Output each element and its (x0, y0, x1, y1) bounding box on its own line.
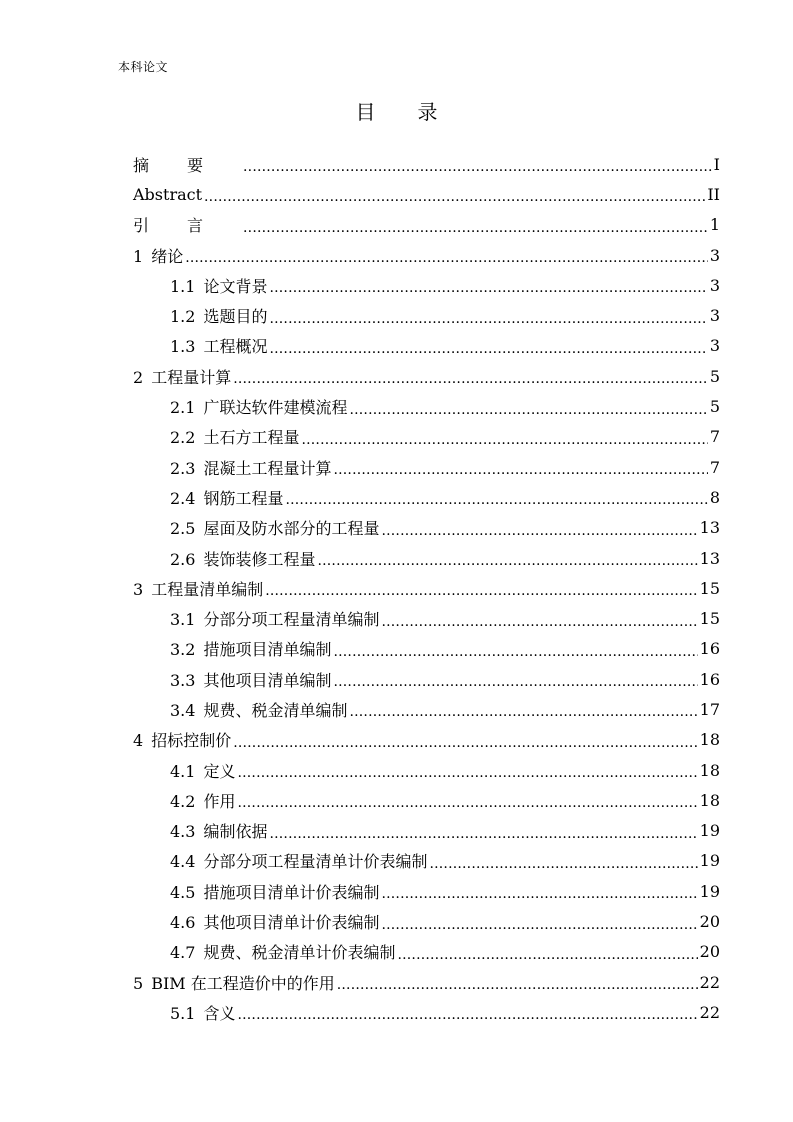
toc-dot-leader (317, 543, 697, 573)
toc-entry-page-number: 3 (709, 336, 720, 356)
toc-entry-page-number: 5 (709, 397, 720, 417)
toc-entry-number: 4 (133, 731, 144, 751)
toc-entry-page-number: 16 (699, 669, 720, 689)
toc-entry[interactable] (133, 482, 720, 512)
toc-entry-page-number: 17 (699, 699, 720, 719)
toc-entry-text (133, 244, 183, 267)
toc-entry-title: BIM 在工程造价中的作用 (151, 973, 335, 993)
toc-dot-leader (429, 846, 697, 876)
toc-entry-number: 4.1 (170, 761, 196, 781)
toc-entry-text (170, 668, 331, 691)
toc-entry-text (170, 759, 235, 782)
toc-entry-text (170, 940, 395, 963)
toc-entry-text (170, 334, 267, 357)
toc-entry-title: Abstract (133, 184, 203, 204)
toc-entry-number: 3.4 (170, 700, 196, 720)
toc-entry-title: 措施项目清单计价表编制 (203, 882, 380, 902)
toc-entry-number: 2.6 (170, 549, 196, 569)
toc-entry[interactable] (133, 937, 720, 967)
toc-entry-number: 4.7 (170, 943, 196, 963)
toc-entry-text (170, 910, 379, 933)
toc-entry-text (133, 153, 241, 176)
toc-entry-title: 其他项目清单计价表编制 (203, 913, 380, 933)
toc-entry-text (133, 185, 202, 204)
toc-entry-title: 作用 (203, 791, 236, 811)
toc-entry-page-number: 22 (699, 1002, 720, 1022)
toc-dot-leader (381, 604, 697, 634)
toc-entry[interactable] (133, 906, 720, 936)
toc-entry-title: 广联达软件建模流程 (203, 398, 348, 418)
toc-entry-page-number: 7 (709, 457, 720, 477)
toc-dot-leader (349, 392, 707, 422)
toc-entry[interactable] (133, 876, 720, 906)
toc-dot-leader (285, 482, 707, 512)
toc-dot-leader (333, 664, 697, 694)
toc-entry[interactable] (133, 179, 720, 209)
toc-entry-page-number: 19 (699, 881, 720, 901)
toc-entry[interactable] (133, 270, 720, 300)
toc-entry-text (133, 213, 241, 236)
toc-entry-page-number: 3 (709, 275, 720, 295)
toc-entry-number: 4.6 (170, 913, 196, 933)
toc-entry-title: 绪论 (151, 246, 184, 266)
toc-entry-page-number: 5 (709, 366, 720, 386)
toc-entry[interactable] (133, 634, 720, 664)
toc-entry-number: 4.3 (170, 822, 196, 842)
toc-entry-number: 1.3 (170, 337, 196, 357)
toc-entry-text (170, 395, 347, 418)
toc-entry-page-number: 20 (699, 912, 720, 932)
toc-entry-title: 含义 (203, 1003, 236, 1023)
toc-entry-number: 4.5 (170, 882, 196, 902)
toc-entry[interactable] (133, 694, 720, 724)
toc-entry-title: 论文背景 (203, 276, 268, 296)
toc-entry-number: 2.3 (170, 458, 196, 478)
toc-entry-page-number: 3 (709, 245, 720, 265)
toc-entry[interactable] (133, 816, 720, 846)
toc-entry-number: 3.3 (170, 670, 196, 690)
toc-entry-text (170, 516, 379, 539)
toc-dot-leader (237, 755, 697, 785)
toc-entry[interactable] (133, 240, 720, 270)
toc-entry[interactable] (133, 846, 720, 876)
toc-entry-title: 工程量计算 (151, 367, 232, 387)
toc-entry-title: 钢筋工程量 (203, 488, 284, 508)
toc-entry-title: 引言 (133, 216, 242, 236)
toc-entry-title: 屋面及防水部分的工程量 (203, 519, 380, 539)
toc-entry-text (133, 728, 231, 751)
toc-entry-number: 2.5 (170, 519, 196, 539)
toc-entry-text (133, 365, 231, 388)
toc-entry-title: 土石方工程量 (203, 428, 300, 448)
toc-entry-page-number: 18 (699, 790, 720, 810)
toc-dot-leader (243, 149, 712, 179)
toc-entry-page-number: 1 (709, 215, 720, 235)
toc-dot-leader (333, 634, 697, 664)
toc-entry-title: 摘要 (133, 155, 242, 175)
toc-entry-title: 分部分项工程量清单编制 (203, 610, 380, 630)
toc-dot-leader (397, 937, 697, 967)
toc-entry-text (170, 880, 379, 903)
toc-entry-title: 措施项目清单编制 (203, 640, 332, 660)
toc-dot-leader (269, 331, 707, 361)
toc-entry-page-number: I (713, 154, 720, 174)
toc-entry-text (170, 304, 267, 327)
toc-entry-title: 选题目的 (203, 307, 268, 327)
toc-entry-number: 5.1 (170, 1003, 196, 1023)
toc-entry-title: 编制依据 (203, 822, 268, 842)
toc-dot-leader (237, 997, 697, 1027)
toc-entry-number: 1.1 (170, 276, 196, 296)
toc-dot-leader (349, 694, 697, 724)
toc-entry-page-number: 13 (699, 548, 720, 568)
toc-dot-leader (381, 513, 697, 543)
toc-entry-text (170, 698, 347, 721)
toc-entry-text (133, 577, 263, 600)
page-title: 目录 (355, 100, 480, 124)
toc-entry-title: 其他项目清单编制 (203, 670, 332, 690)
toc-entry-number: 5 (133, 973, 144, 993)
toc-entry[interactable] (133, 725, 720, 755)
toc-entry-page-number: 16 (699, 639, 720, 659)
toc-dot-leader (337, 967, 698, 997)
toc-dot-leader (269, 270, 707, 300)
toc-entry-text (170, 425, 299, 448)
toc-entry-text (170, 819, 267, 842)
toc-entry[interactable] (133, 149, 720, 179)
toc-dot-leader (265, 573, 697, 603)
toc-entry-text (170, 789, 235, 812)
toc-entry-number: 4.2 (170, 791, 196, 811)
toc-entry-number: 4.4 (170, 852, 196, 872)
toc-entry-page-number: 3 (709, 306, 720, 326)
toc-dot-leader (381, 907, 697, 937)
toc-entry-number: 2 (133, 367, 144, 387)
toc-entry-page-number: 19 (699, 821, 720, 841)
toc-entry-number: 3.2 (170, 640, 196, 660)
toc-entry-title: 定义 (203, 761, 236, 781)
toc-dot-leader (333, 452, 707, 482)
toc-entry-number: 3.1 (170, 610, 196, 630)
toc-entry-text (170, 637, 331, 660)
toc-entry-text (170, 1001, 235, 1024)
toc-dot-leader (204, 179, 705, 209)
toc-entry[interactable] (133, 513, 720, 543)
toc-dot-leader (269, 301, 707, 331)
toc-entry-number: 2.1 (170, 398, 196, 418)
toc-entry-title: 装饰装修工程量 (203, 549, 316, 569)
toc-entry[interactable] (133, 452, 720, 482)
toc-entry-number: 2.2 (170, 428, 196, 448)
toc-entry-text (170, 607, 379, 630)
toc-entry-page-number: 13 (699, 518, 720, 538)
toc-dot-leader (381, 876, 697, 906)
toc-entry[interactable] (133, 543, 720, 573)
toc-dot-leader (233, 725, 697, 755)
toc-entry-number: 1.2 (170, 307, 196, 327)
toc-entry-text (170, 274, 267, 297)
toc-entry[interactable] (133, 755, 720, 785)
toc-entry-number: 3 (133, 579, 144, 599)
toc-entry[interactable] (133, 573, 720, 603)
toc-entry-title: 工程量清单编制 (151, 579, 264, 599)
toc-entry-page-number: 20 (699, 942, 720, 962)
toc-entry-page-number: 18 (699, 730, 720, 750)
toc-entry-title: 招标控制价 (151, 731, 232, 751)
toc-entry[interactable] (133, 391, 720, 421)
toc-entry-page-number: 15 (699, 609, 720, 629)
toc-entry-page-number: 7 (709, 427, 720, 447)
toc-entry[interactable] (133, 997, 720, 1027)
running-header: 本科论文 (118, 60, 169, 74)
toc-entry[interactable] (133, 422, 720, 452)
toc-entry-title: 混凝土工程量计算 (203, 458, 332, 478)
toc-entry[interactable] (133, 967, 720, 997)
toc-entry-title: 分部分项工程量清单计价表编制 (203, 852, 428, 872)
toc-dot-leader (237, 785, 697, 815)
toc-entry-title: 工程概况 (203, 337, 268, 357)
toc-entry[interactable] (133, 785, 720, 815)
toc-entry-page-number: 22 (699, 972, 720, 992)
toc-entry-text (170, 486, 283, 509)
toc-dot-leader (269, 816, 697, 846)
toc-entry[interactable] (133, 664, 720, 694)
toc-entry[interactable] (133, 361, 720, 391)
toc-entry[interactable] (133, 300, 720, 330)
toc-dot-leader (185, 240, 708, 270)
toc-entry-title: 规费、税金清单计价表编制 (203, 943, 396, 963)
toc-entry-text (170, 456, 331, 479)
toc-entry-number: 2.4 (170, 488, 196, 508)
toc-entry-number: 1 (133, 246, 144, 266)
toc-entry[interactable] (133, 210, 720, 240)
toc-dot-leader (243, 210, 708, 240)
toc-entry-page-number: 8 (709, 487, 720, 507)
toc-entry[interactable] (133, 603, 720, 633)
toc-entry[interactable] (133, 331, 720, 361)
toc-entry-text (133, 971, 335, 994)
toc-entry-page-number: II (707, 184, 720, 204)
toc-entry-text (170, 547, 315, 570)
toc-entry-page-number: 18 (699, 760, 720, 780)
toc-dot-leader (233, 361, 708, 391)
toc-dot-leader (301, 422, 707, 452)
toc-entry-page-number: 15 (699, 578, 720, 598)
toc-entry-page-number: 19 (699, 851, 720, 871)
toc-entry-title: 规费、税金清单编制 (203, 700, 348, 720)
toc-entry-text (170, 849, 427, 872)
table-of-contents (133, 149, 720, 1028)
